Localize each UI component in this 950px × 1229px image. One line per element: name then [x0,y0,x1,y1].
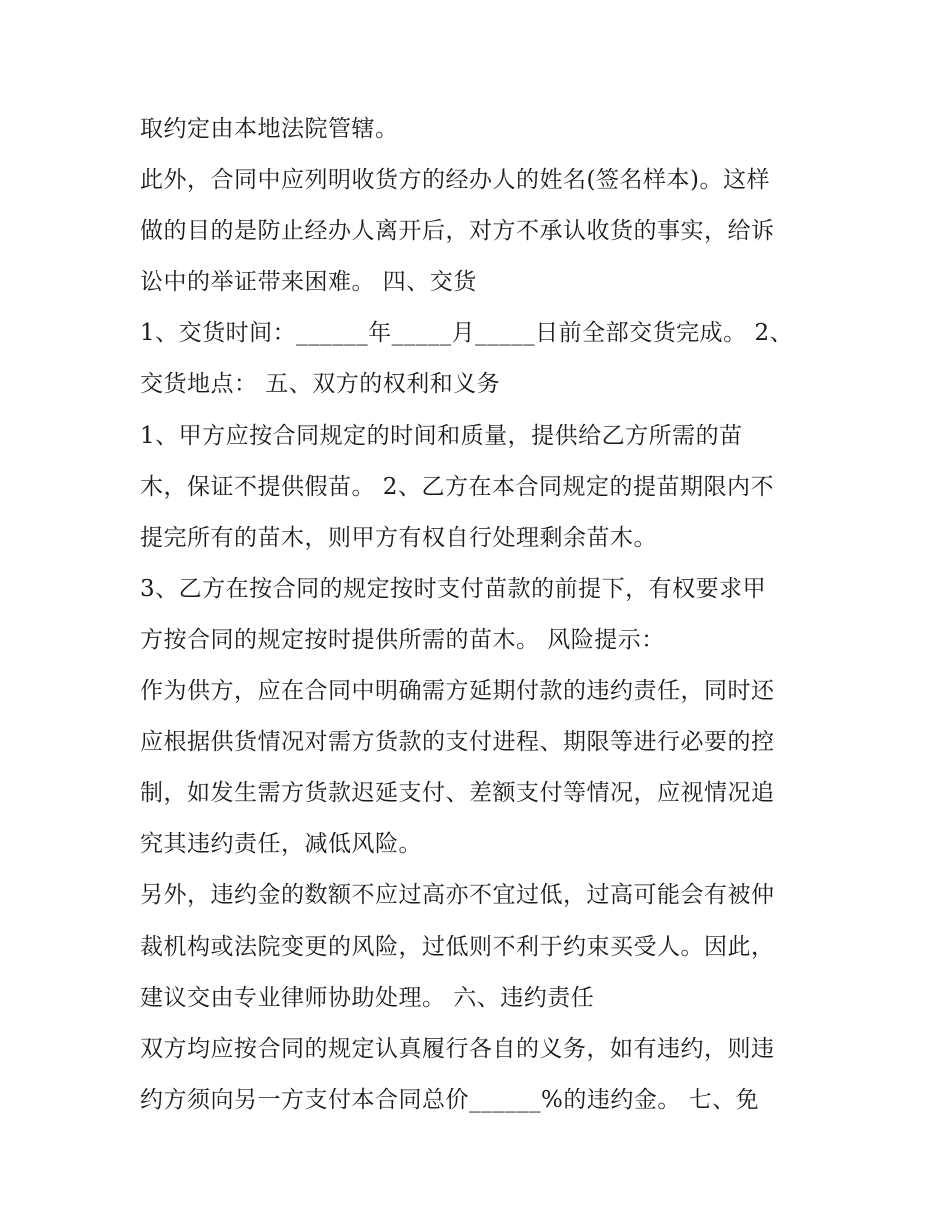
text-line: 制，如发生需方货款迟延支付、差额支付等情况，应视情况追 [140,780,775,807]
text-line: 应根据供货情况对需方货款的支付进程、期限等进行必要的控 [140,729,775,756]
text-line: 取约定由本地法院管辖。 [140,116,399,142]
text-line: 作为供方，应在合同中明确需方延期付款的违约责任，同时还 [140,678,775,705]
text-line: 建议交由专业律师协助处理。 六、违约责任 [140,984,595,1011]
text-line: 1、甲方应按合同规定的时间和质量，提供给乙方所需的苗 [140,422,743,449]
text-line: 1、交货时间：______年_____月_____日前全部交货完成。 2、 [140,320,794,347]
document-body [140,104,820,1126]
text-line: 方按合同的规定按时提供所需的苗木。 风险提示： [140,626,665,653]
text-line: 究其违约责任，减低风险。 [140,831,422,858]
text-line: 另外，违约金的数额不应过高亦不宜过低，过高可能会有被仲 [140,882,775,909]
text-line: 做的目的是防止经办人离开后，对方不承认收货的事实，给诉 [140,218,775,245]
text-line: 提完所有的苗木，则甲方有权自行处理剩余苗木。 [140,524,657,551]
text-line: 裁机构或法院变更的风险，过低则不利于约束买受人。因此， [140,933,775,960]
text-line: 此外，合同中应列明收货方的经办人的姓名(签名样本)。这样 [140,167,770,194]
text-line: 3、乙方在按合同的规定按时支付苗款的前提下，有权要求甲 [140,575,767,602]
text-line: 双方均应按合同的规定认真履行各自的义务，如有违约，则违 [140,1035,775,1062]
text-line: 交货地点： 五、双方的权利和义务 [140,371,501,398]
text-line: 木，保证不提供假苗。 2、乙方在本合同规定的提苗期限内不 [140,473,774,500]
text-line: 讼中的举证带来困难。 四、交货 [140,269,477,296]
text-line: 约方须向另一方支付本合同总价______%的违约金。 七、免 [140,1086,760,1113]
